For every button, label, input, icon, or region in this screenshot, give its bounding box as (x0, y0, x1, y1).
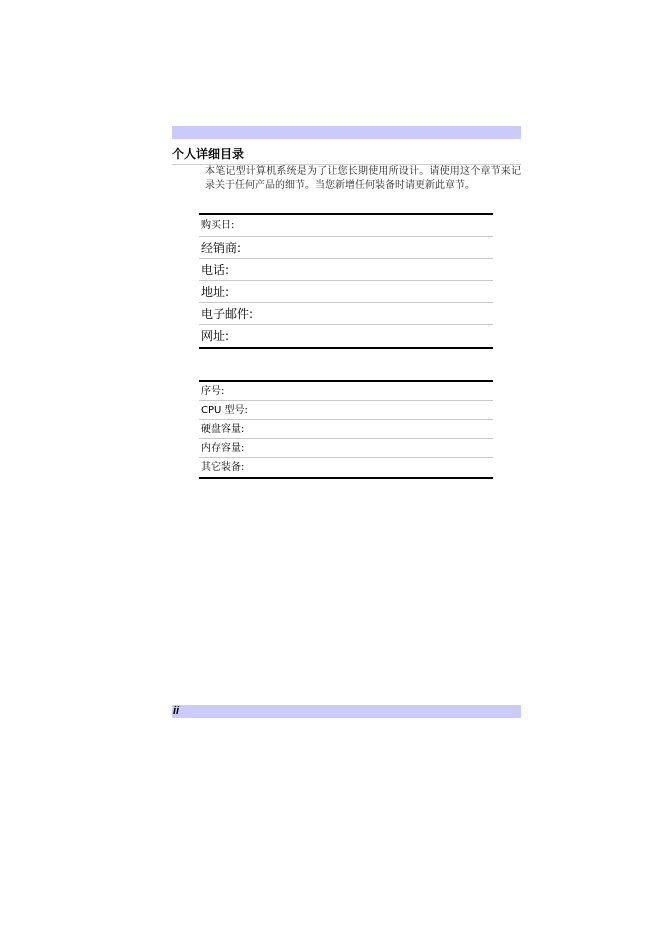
hdd-capacity-row (199, 420, 493, 439)
header-band (172, 126, 521, 139)
cpu-model-row (199, 401, 493, 420)
intro-paragraph: 本笔记型计算机系统是为了让您长期使用所设计。请使用这个章节来记录关于任何产品的细节。当您新增任何装备时请更新此章节。 (205, 166, 521, 191)
dealer-label: 经销商: (201, 241, 242, 255)
email-label: 电子邮件: (201, 307, 254, 321)
hdd-capacity-label: 硬盘容量: (201, 424, 245, 435)
footer-band (172, 705, 521, 718)
purchase-info-table (199, 213, 493, 349)
email-row (199, 303, 493, 325)
memory-capacity-row (199, 439, 493, 458)
address-label: 地址: (201, 285, 230, 299)
website-row (199, 325, 493, 347)
spec-info-table (199, 380, 493, 479)
purchase-date-label: 购买日: (201, 220, 235, 231)
phone-label: 电话: (201, 263, 230, 277)
section-title: 个人详细目录 (172, 147, 245, 161)
website-label: 网址: (201, 329, 230, 343)
other-equipment-row (199, 458, 493, 477)
memory-capacity-label: 内存容量: (201, 443, 245, 454)
serial-number-label: 序号: (201, 386, 225, 397)
serial-number-row (199, 382, 493, 401)
purchase-date-row (199, 215, 493, 237)
other-equipment-label: 其它装备: (201, 462, 245, 473)
cpu-model-label: CPU 型号: (201, 405, 248, 416)
dealer-row (199, 237, 493, 259)
address-row (199, 281, 493, 303)
page-number: ii (173, 705, 180, 717)
phone-row (199, 259, 493, 281)
